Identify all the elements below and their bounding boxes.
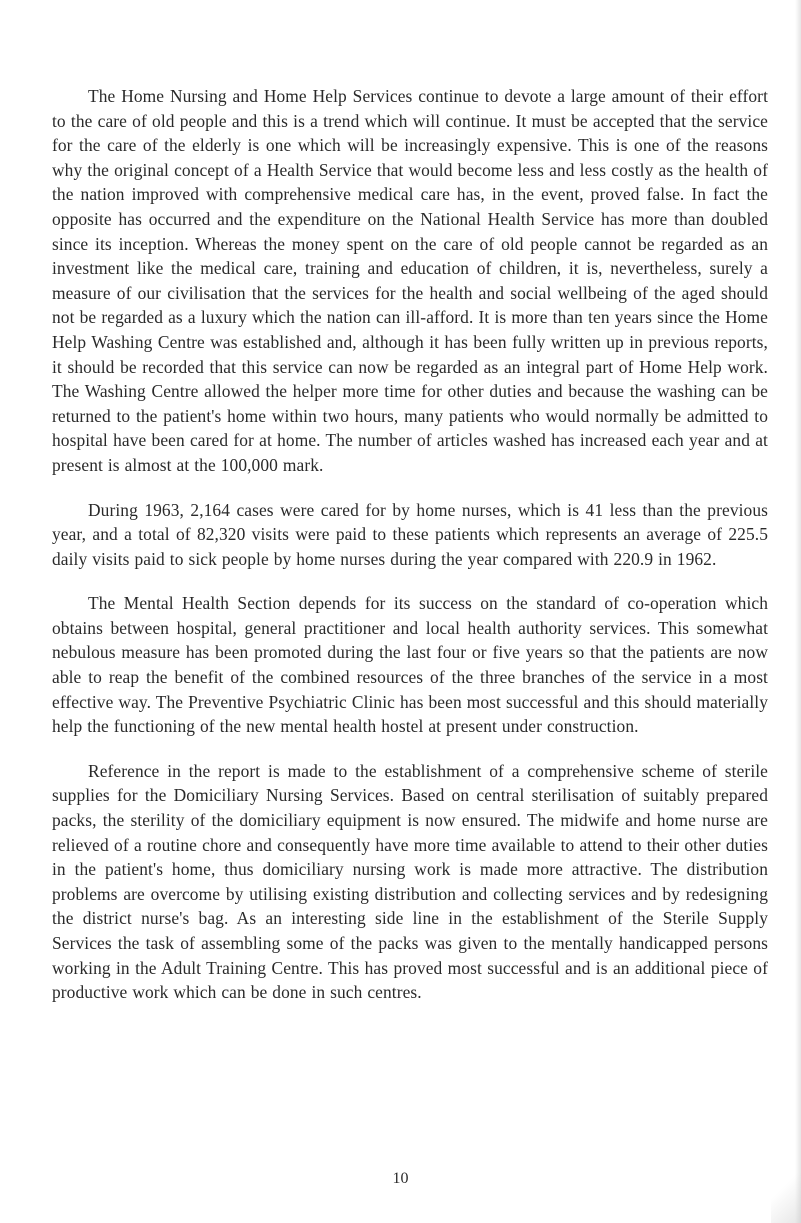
paragraph-home-nursing: The Home Nursing and Home Help Services continue to devote a large amount of their effort to the care of old people and this is a trend which will continue. It must be accepted that the service for the care of the elderly is one which will be increasingly expensive. This is one of the reasons why the original concept of a Health Service that would become less and less costly as the health of the nation improved with comprehensive medical care has, in the event, proved false. In fact the opposite has occurred and the expenditure on the National Health Service has more than doubled since its inception. Whereas the money spent on the care of old people cannot be regarded as an investment like the medical care, training and education of children, it is, nevertheless, surely a measure of our civilisation that the services for the health and social wellbeing of the aged should not be regarded as a luxury which the nation can ill-afford. It is more than ten years since the Home Help Washing Centre was established and, although it has been fully written up in previous reports, it should be recorded that this service can now be regarded as an integral part of Home Help work. The Washing Centre allowed the helper more time for other duties and because the washing can be returned to the patient's home within two hours, many patients who would normally be admitted to hospital have been cared for at home. The number of articles washed has increased each year and at present is almost at the 100,000 mark. [52,86,768,475]
paragraph-home-nurses-statistics: During 1963, 2,164 cases were cared for by home nurses, which is 41 less than the previous year, and a total of 82,320 visits were paid to these patients which represents an average of 225.5 daily visits paid to sick people by home nurses during the year compared with 220.9 in 1962. [52,499,768,569]
page-edge-shadow [795,0,801,1223]
paragraph-mental-health: The Mental Health Section depends for its success on the standard of co-operation which obtains between hospital, general practitioner and local health authority services. This somewhat nebulous measure has been promoted during the last four or five years so that the patients are now able to reap the benefit of the combined resources of the three branches of the service in a most effective way. The Preventive Psychiatric Clinic has been most successful and this should materially help the functioning of the new mental health hostel at present under construction. [52,593,768,737]
body-text [52,84,768,1025]
page-corner-shadow [771,1163,801,1223]
paragraph-sterile-supplies: Reference in the report is made to the establishment of a comprehensive scheme of sterile supplies for the Domiciliary Nursing Services. Based on central sterilisation of suitably prepared packs, the sterility of the domiciliary equipment is now ensured. The midwife and home nurse are relieved of a routine chore and consequently have more time available to attend to their other duties in the patient's home, thus domiciliary nursing work is made more attractive. The distribution problems are overcome by utilising existing distribution and collecting services and by redesigning the district nurse's bag. As an interesting side line in the establishment of the Sterile Supply Services the task of assembling some of the packs was given to the mentally handicapped persons working in the Adult Training Centre. This has proved most successful and is an additional piece of productive work which can be done in such centres. [52,760,768,1003]
page-number: 10 [392,1170,409,1187]
